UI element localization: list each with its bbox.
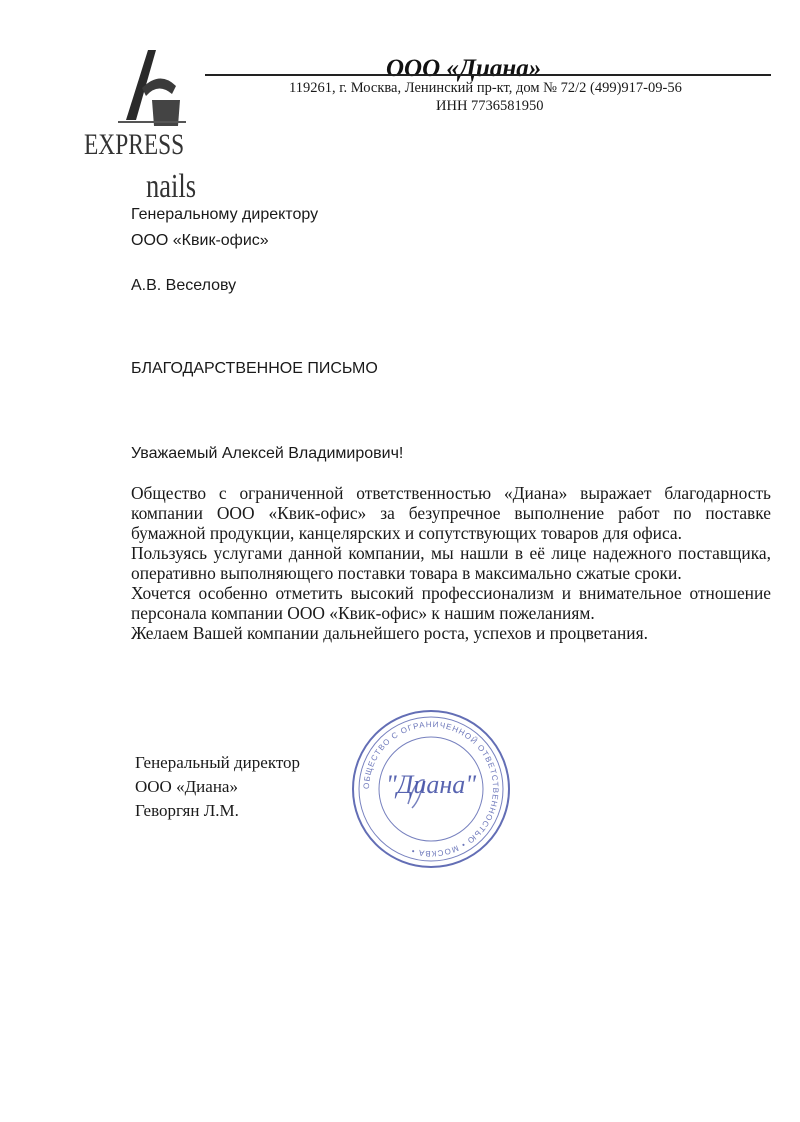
stamp-ring-text: ОБЩЕСТВО С ОГРАНИЧЕННОЙ ОТВЕТСТВЕННОСТЬЮ • МОСКВА • <box>361 719 501 859</box>
signature-name: Геворгян Л.М. <box>135 801 239 820</box>
logo-emblem-icon <box>112 42 192 132</box>
signature-company: ООО «Диана» <box>135 777 238 796</box>
addressee-position: Генеральному директору <box>131 206 319 223</box>
body-paragraph: Желаем Вашей компании дальнейшего роста, успехов и процветания. <box>131 623 648 643</box>
letter-greeting: Уважаемый Алексей Владимирович! <box>131 445 404 462</box>
header-divider <box>205 74 771 76</box>
letter-body <box>131 483 771 643</box>
stamp-center-text: "Диана" <box>385 770 477 799</box>
express-nails-logo <box>82 42 212 205</box>
body-paragraph: Общество с ограниченной ответственностью «Диана» выражает благодарность компании ООО «Квик-офис» за безупречное выполнение работ по поставке бумажной продукции, канцелярских и сопутствующих товаров для офиса. <box>131 483 771 543</box>
company-stamp <box>350 708 512 870</box>
body-paragraph: Хочется особенно отметить высокий профессионализм и внимательное отношение персонала компании ООО «Квик-офис» к нашим пожеланиям. <box>131 583 771 623</box>
logo-brand-bottom: nails <box>146 168 197 205</box>
addressee-company: ООО «Квик-офис» <box>131 232 269 249</box>
body-paragraph: Пользуясь услугами данной компании, мы нашли в её лице надежного поставщика, оперативно выполняющего поставки товара в максимально сжатые сроки. <box>131 543 771 583</box>
addressee-name: А.В. Веселову <box>131 277 237 294</box>
letterhead-address: 119261, г. Москва, Ленинский пр-кт, дом № 72/2 (499)917-09-56 <box>289 80 682 96</box>
signature-position: Генеральный директор <box>135 753 301 772</box>
letter-title: БЛАГОДАРСТВЕННОЕ ПИСЬМО <box>131 360 378 377</box>
letterhead-inn: ИНН 7736581950 <box>436 98 544 114</box>
logo-brand-top: EXPRESS <box>84 128 185 161</box>
letterhead-company: ООО «Диана» <box>386 55 542 82</box>
